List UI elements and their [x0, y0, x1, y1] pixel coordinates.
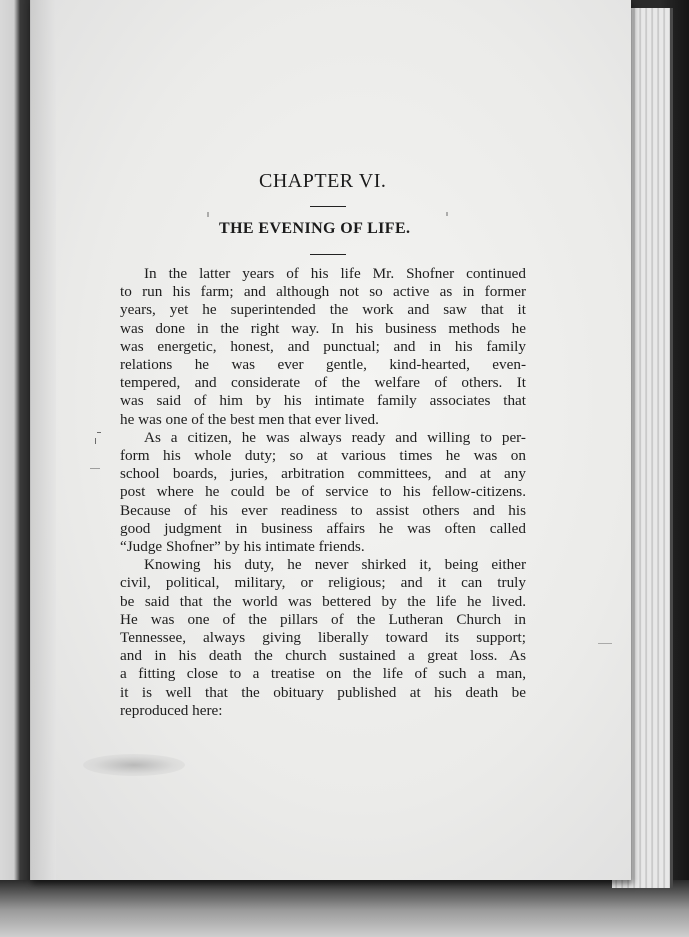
text-line: As a citizen, he was always ready and willing to per-: [144, 428, 526, 446]
text-line: school boards, juries, arbitration committees, and at any: [120, 465, 526, 483]
page-gutter-shade: [30, 0, 56, 880]
text-line: civil, political, military, or religious; and it can truly: [120, 574, 526, 592]
text-line: he was one of the best men that ever lived.: [120, 410, 379, 428]
text-line: Tennessee, always giving liberally toward its support;: [120, 629, 526, 647]
text-line: be said that the world was bettered by the life he lived.: [120, 592, 526, 610]
paper-stain: [83, 754, 185, 776]
text-line: good judgment in business affairs he was often called: [120, 519, 526, 537]
text-line: was said of him by his intimate family associates that: [120, 392, 526, 410]
text-line: form his whole duty; so at various times he was on: [120, 447, 526, 465]
text-line: relations he was ever gentle, kind-hearted, even-: [120, 356, 526, 374]
text-line: He was one of the pillars of the Lutheran Church in: [120, 610, 526, 628]
margin-mark: [446, 212, 448, 216]
text-line: was energetic, honest, and punctual; and in his family: [120, 337, 526, 355]
chapter-number: CHAPTER VI.: [259, 170, 387, 192]
margin-mark: [598, 643, 612, 644]
text-line: years, yet he superintended the work and saw that it: [120, 301, 526, 319]
table-surface: [0, 880, 689, 937]
chapter-title: THE EVENING OF LIFE.: [219, 220, 411, 237]
text-line: a fitting close to a treatise on the life of such a man,: [120, 665, 526, 683]
text-line: to run his farm; and although not so active as in former: [120, 283, 526, 301]
title-rule-top: [310, 206, 346, 207]
chapter-body: [120, 265, 526, 720]
margin-mark: [95, 438, 96, 444]
margin-mark: [97, 432, 101, 433]
text-line: In the latter years of his life Mr. Shofner continued: [144, 265, 526, 282]
margin-mark: [90, 468, 100, 469]
text-line: reproduced here:: [120, 701, 223, 719]
title-rule-bottom: [310, 254, 346, 255]
text-line: Knowing his duty, he never shirked it, being either: [144, 556, 526, 574]
text-line: post where he could be of service to his fellow-citizens.: [120, 483, 526, 501]
text-line: tempered, and considerate of the welfare of others. It: [120, 374, 526, 392]
margin-mark: [207, 212, 209, 217]
text-line: was done in the right way. In his business methods he: [120, 319, 526, 337]
text-line: and in his death the church sustained a great loss. As: [120, 647, 526, 665]
text-line: it is well that the obituary published at his death be: [120, 683, 526, 701]
text-line: Because of his ever readiness to assist others and his: [120, 501, 526, 519]
text-line: “Judge Shofner” by his intimate friends.: [120, 538, 365, 556]
